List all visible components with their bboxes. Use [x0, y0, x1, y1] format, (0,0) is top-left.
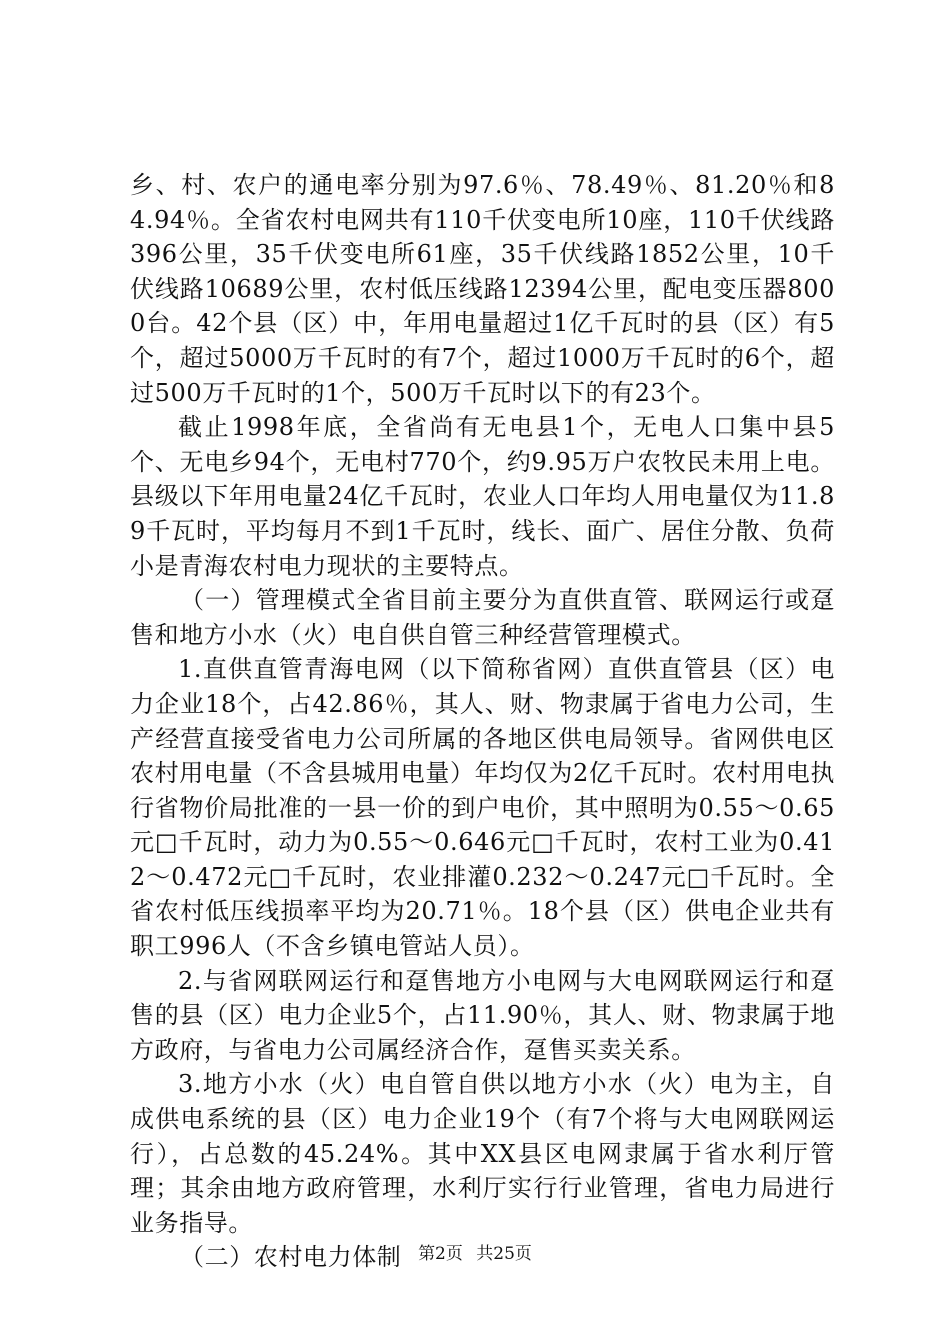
paragraph-local-hydro: 3.地方小水（火）电自管自供以地方小水（火）电为主，自成供电系统的县（区）电力企业19个（有7个将与大电网联网运行），占总数的45.24%。其中XX县区电网隶属于省水利厅管理；其余由地方政府管理，水利厅实行行业管理，省电力局进行业务指导。	[130, 1070, 835, 1237]
paragraph-grid-interconnection: 2.与省网联网运行和趸售地方小电网与大电网联网运行和趸售的县（区）电力企业5个，占11.90％，其人、财、物隶属于地方政府，与省电力公司属经济合作，趸售买卖关系。	[130, 966, 835, 1064]
paragraph-direct-supply: 1.直供直管青海电网（以下简称省网）直供直管县（区）电力企业18个，占42.86％，其人、财、物隶属于省电力公司，生产经营直接受省电力公司所属的各地区供电局领导。省网供电区农村用电量（不含县城用电量）年均仅为2亿千瓦时。农村用电执行省物价局批准的一县一价的到户电价，其中照明为0.55～0.65元□千瓦时，动力为0.55～0.646元□千瓦时，农村工业为0.412～0.472元□千瓦时，农业排灌0.232～0.247元□千瓦时。全省农村低压线损率平均为20.71％。18个县（区）供电企业共有职工996人（不含乡镇电管站人员）。	[130, 655, 835, 961]
page-footer	[0, 1242, 950, 1266]
section-heading-management-mode: （一）管理模式全省目前主要分为直供直管、联网运行或趸售和地方小水（火）电自供自管三种经营管理模式。	[130, 586, 835, 649]
section-heading-rural-power-system: （二）农村电力体制	[180, 1243, 402, 1272]
page-number: 第2页	[418, 1244, 463, 1264]
document-body	[130, 168, 835, 1275]
paragraph-status-1998: 截止1998年底，全省尚有无电县1个，无电人口集中县5个、无电乡94个，无电村770个，约9.95万户农牧民未用上电。县级以下年用电量24亿千瓦时，农业人口年均人用电量仅为11.89千瓦时，平均每月不到1千瓦时，线长、面广、居住分散、负荷小是青海农村电力现状的主要特点。	[130, 413, 835, 580]
paragraph-grid-stats: 乡、村、农户的通电率分别为97.6％、78.49％、81.20％和84.94％。全省农村电网共有110千伏变电所10座，110千伏线路396公里，35千伏变电所61座，35千伏线路1852公里，10千伏线路10689公里，农村低压线路12394公里，配电变压器8000台。42个县（区）中，年用电量超过1亿千瓦时的县（区）有5个，超过5000万千瓦时的有7个，超过1000万千瓦时的6个，超过500万千瓦时的1个，500万千瓦时以下的有23个。	[130, 171, 835, 407]
page-total: 共25页	[476, 1244, 532, 1264]
